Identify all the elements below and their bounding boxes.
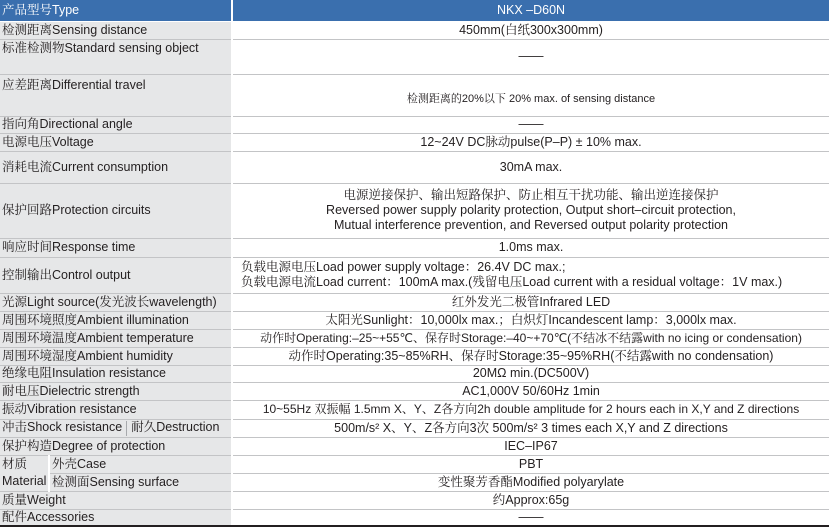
protection-line: Reversed power supply polarity protection, Output short–circuit protection, xyxy=(326,203,736,217)
insulation-value: 20MΩ min.(DC500V) xyxy=(232,365,829,382)
accessories-label: 配件Accessories xyxy=(0,509,232,526)
protection-line: 电源逆接保护、输出短路保护、防止相互干扰功能、输出逆连接保护 xyxy=(343,188,719,202)
control-output-value xyxy=(232,257,829,293)
table-row xyxy=(0,473,829,491)
response-time-value: 1.0ms max. xyxy=(232,238,829,257)
material-label-en: Material xyxy=(2,474,47,488)
control-output-line: 负载电源电压Load power supply voltage：26.4V DC max.; xyxy=(241,260,566,274)
table-row xyxy=(0,419,829,437)
table-row xyxy=(0,455,829,473)
sensing-distance-value: 450mm(白纸300x300mm) xyxy=(232,21,829,39)
degree-protection-label: 保护构造Degree of protection xyxy=(0,437,232,455)
case-label: 外壳Case xyxy=(49,455,232,473)
dielectric-value: AC1,000V 50/60Hz 1min xyxy=(232,382,829,400)
header-row xyxy=(0,0,829,21)
response-time-label: 响应时间Response time xyxy=(0,238,232,257)
ambient-temperature-value: 动作时Operating:–25~+55℃、保存时Storage:–40~+70℃(不结冰不结露with no icing or condensation) xyxy=(232,329,829,347)
shock-label-b: 耐久Destruction xyxy=(131,420,220,435)
sensing-distance-label: 检测距离Sensing distance xyxy=(0,21,232,39)
protection-value xyxy=(232,183,829,238)
table-row xyxy=(0,133,829,151)
current-value: 30mA max. xyxy=(232,151,829,183)
current-label: 消耗电流Current consumption xyxy=(0,151,232,183)
control-output-line: 负载电源电流Load current：100mA max.(残留电压Load current with a residual voltage：1V max.) xyxy=(241,275,783,289)
degree-protection-value: IEC–IP67 xyxy=(232,437,829,455)
ambient-humidity-label: 周围环境湿度Ambient humidity xyxy=(0,347,232,365)
material-label xyxy=(0,455,49,491)
standard-object-value: —— xyxy=(232,39,829,74)
type-value: NKX –D60N xyxy=(232,0,829,21)
material-label-cn: 材质 xyxy=(2,457,28,471)
ambient-humidity-value: 动作时Operating:35~85%RH、保存时Storage:35~95%RH(不结露with no condensation) xyxy=(232,347,829,365)
ambient-illumination-value: 太阳光Sunlight：10,000lx max.；白炽灯Incandescent lamp：3,000lx max. xyxy=(232,311,829,329)
table-row xyxy=(0,311,829,329)
shock-value: 500m/s² X、Y、Z各方向3次 500m/s² 3 times each X,Y and Z directions xyxy=(232,419,829,437)
shock-label-a: 冲击Shock resistance xyxy=(2,420,123,435)
table-row xyxy=(0,116,829,133)
table-row xyxy=(0,400,829,419)
voltage-label: 电源电压Voltage xyxy=(0,133,232,151)
table-row xyxy=(0,257,829,293)
differential-travel-value: 检测距离的20%以下 20% max. of sensing distance xyxy=(232,74,829,116)
case-value: PBT xyxy=(232,455,829,473)
table-row xyxy=(0,347,829,365)
vibration-value: 10~55Hz 双振幅 1.5mm X、Y、Z各方向2h double amplitude for 2 hours each in X,Y and Z directions xyxy=(232,400,829,419)
table-row xyxy=(0,491,829,509)
vibration-label: 振动Vibration resistance xyxy=(0,400,232,419)
weight-value: 约Approx:65g xyxy=(232,491,829,509)
table-row xyxy=(0,437,829,455)
table-row xyxy=(0,238,829,257)
insulation-label: 绝缘电阻Insulation resistance xyxy=(0,365,232,382)
voltage-value: 12~24V DC脉动pulse(P–P) ± 10% max. xyxy=(232,133,829,151)
type-label: 产品型号Type xyxy=(0,0,232,21)
control-output-label: 控制输出Control output xyxy=(0,257,232,293)
standard-object-label: 标准检测物Standard sensing object xyxy=(0,39,232,74)
protection-line: Mutual interference prevention, and Reversed output polarity protection xyxy=(334,218,728,232)
differential-travel-label: 应差距离Differential travel xyxy=(0,74,232,116)
shock-label xyxy=(0,419,232,437)
ambient-temperature-label: 周围环境温度Ambient temperature xyxy=(0,329,232,347)
surface-label: 检测面Sensing surface xyxy=(49,473,232,491)
directional-angle-value: —— xyxy=(232,116,829,133)
table-row xyxy=(0,365,829,382)
directional-angle-label: 指向角Directional angle xyxy=(0,116,232,133)
accessories-value: —— xyxy=(232,509,829,526)
light-source-value: 红外发光二极管Infrared LED xyxy=(232,293,829,311)
table-row xyxy=(0,509,829,526)
table-row xyxy=(0,74,829,116)
table-row xyxy=(0,151,829,183)
table-row xyxy=(0,329,829,347)
table-row xyxy=(0,293,829,311)
surface-value: 变性聚芳香酯Modified polyarylate xyxy=(232,473,829,491)
dielectric-label: 耐电压Dielectric strength xyxy=(0,382,232,400)
light-source-label: 光源Light source(发光波长wavelength) xyxy=(0,293,232,311)
table-row xyxy=(0,21,829,39)
ambient-illumination-label: 周围环境照度Ambient illumination xyxy=(0,311,232,329)
table-row xyxy=(0,382,829,400)
weight-label: 质量Weight xyxy=(0,491,232,509)
protection-label: 保护回路Protection circuits xyxy=(0,183,232,238)
table-row xyxy=(0,183,829,238)
table-row xyxy=(0,39,829,74)
